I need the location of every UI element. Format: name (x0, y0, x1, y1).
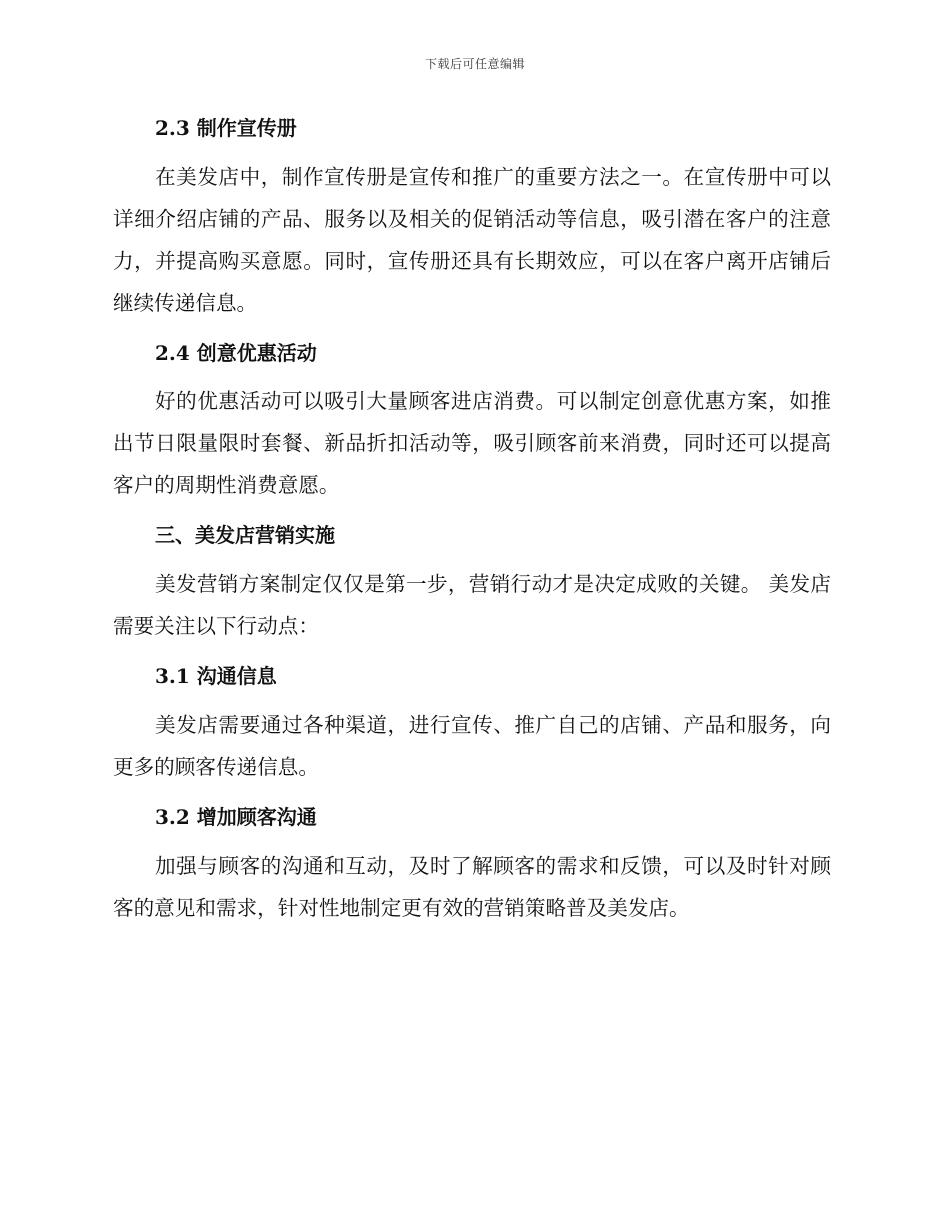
section-heading-2-3: 2.3 制作宣传册 (155, 116, 297, 140)
page-header-note: 下载后可任意编辑 (424, 57, 525, 71)
section-heading-3-1: 3.1 沟通信息 (155, 664, 277, 688)
section-paragraph-3: 美发营销方案制定仅仅是第一步，营销行动才是决定成败的关键。 美发店需要关注以下行动点： (113, 572, 831, 638)
section-heading-2-4: 2.4 创意优惠活动 (155, 341, 317, 365)
section-heading-3: 三、美发店营销实施 (155, 523, 335, 547)
section-paragraph-3-1: 美发店需要通过各种渠道，进行宣传、推广自己的店铺、产品和服务，向更多的顾客传递信息。 (113, 713, 831, 779)
section-paragraph-2-3: 在美发店中，制作宣传册是宣传和推广的重要方法之一。在宣传册中可以详细介绍店铺的产品、服务以及相关的促销活动等信息，吸引潜在客户的注意力，并提高购买意愿。同时，宣传册还具有长期效应，可以在客户离开店铺后继续传递信息。 (113, 165, 831, 315)
section-heading-3-2: 3.2 增加顾客沟通 (155, 805, 317, 829)
section-paragraph-2-4: 好的优惠活动可以吸引大量顾客进店消费。可以制定创意优惠方案，如推出节日限量限时套餐、新品折扣活动等，吸引顾客前来消费，同时还可以提高客户的周期性消费意愿。 (113, 389, 831, 497)
document-body (113, 110, 831, 929)
section-paragraph-3-2: 加强与顾客的沟通和互动，及时了解顾客的需求和反馈，可以及时针对顾客的意见和需求，针对性地制定更有效的营销策略普及美发店。 (113, 854, 831, 920)
